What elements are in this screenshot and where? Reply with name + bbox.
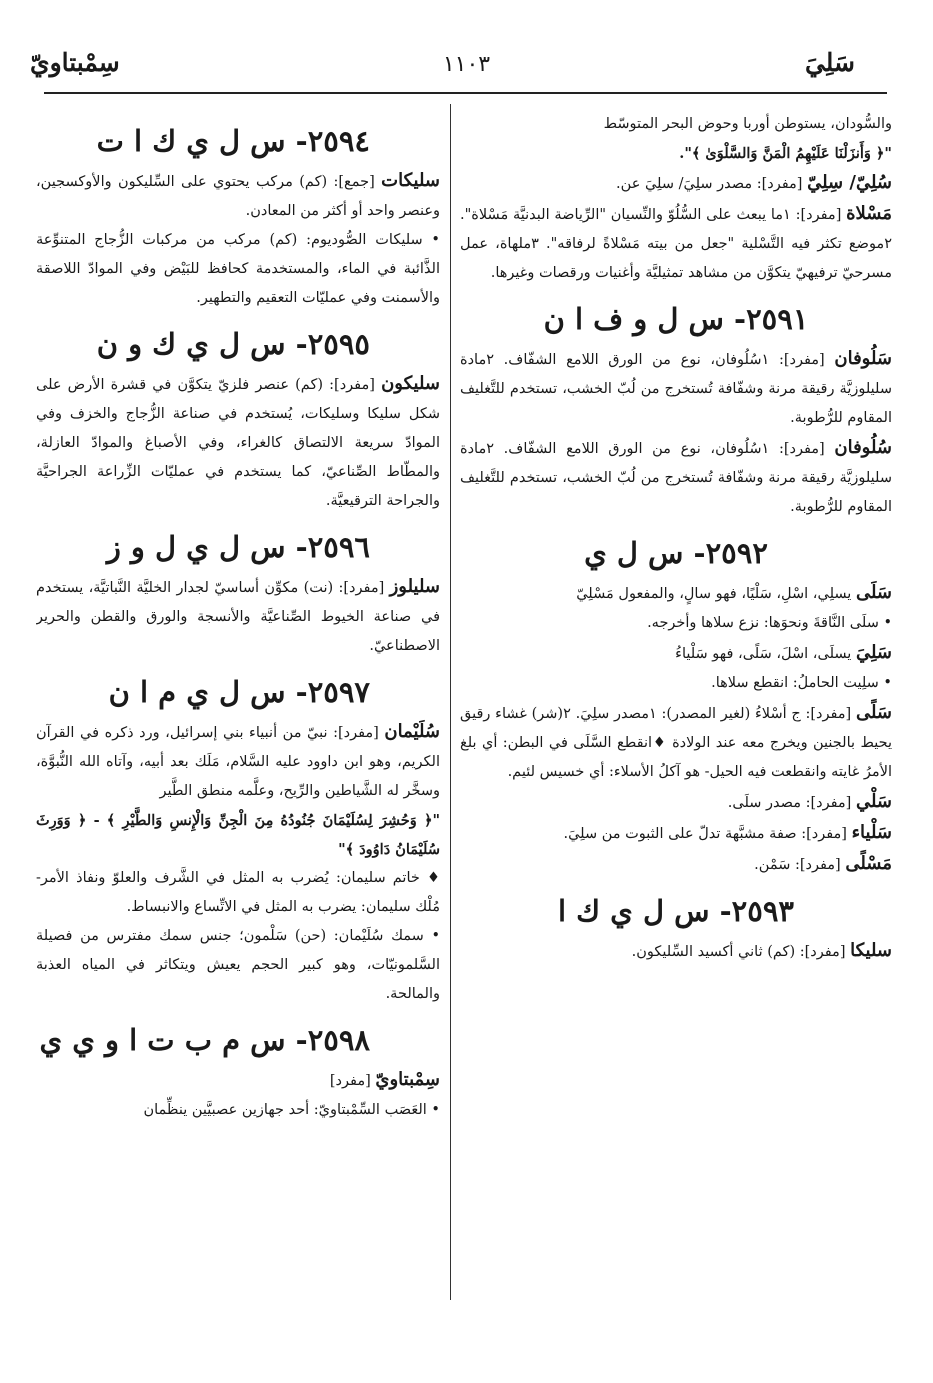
header-rule <box>44 92 887 94</box>
entry-headword: مَسْلًى <box>845 853 892 874</box>
entry-definition: [مفرد]: ١سُلُوفان، نوع من الورق اللامع الشفّاف. ٢مادة سليلوزيَّة رقيقة مرنة وشفّافة تُستخرج من لُبّ الخشب، تستخدم للتَّغليف المقاوم للرُّطوبة. <box>460 441 892 515</box>
root-heading: ٢٥٩٥- س ل ي ك و ن <box>96 327 370 361</box>
dictionary-entry <box>460 433 892 522</box>
dictionary-entry <box>460 818 892 849</box>
entry-definition: [مفرد]: سَمْن. <box>754 857 841 873</box>
entry-headword: سليلوز <box>389 576 440 597</box>
dictionary-entry <box>460 936 892 967</box>
dictionary-entry <box>36 369 440 516</box>
entry-definition: [مفرد] <box>329 1073 371 1089</box>
entry-headword: سَلُوفان <box>834 348 892 369</box>
entry-headword: سليكا <box>850 940 892 961</box>
running-head-right: سَلِيَ <box>804 48 855 77</box>
root-heading: ٢٥٩١- س ل و ف ا ن <box>543 302 809 336</box>
entry-definition: [مفرد]: (كم) ثاني أكسيد السِّليكون. <box>631 944 846 960</box>
root-heading: ٢٥٩٨- س م ب ت ا و ي ي <box>39 1023 370 1057</box>
entry-definition: [جمع]: (كم) مركب يحتوي على السِّليكون والأوكسجين، وعنصر واحد أو أكثر من المعادن. <box>36 174 440 219</box>
dictionary-entry <box>460 168 892 199</box>
entry-definition: [مفرد]: ١ما يبعث على السُّلُوّ والنِّسيان "الرِّياضة البدنيَّة مَسْلاة". ٢موضع تكثر فيه التَّسْلية "جعل من بيته مَسْلاةً لرفاقه". ٣ملهاة، عمل مسرحيّ ترفيهيّ يتكوَّن من مشاهد تمثيليَّة وأغنيات ورقصات وغيرها. <box>460 207 892 281</box>
entry-text: • سلَى النَّاقةَ ونحوَها: نزع سلاها وأخرجه. <box>647 615 892 631</box>
entry-headword: سِمْبتاويّ <box>375 1069 440 1090</box>
dictionary-entry <box>460 199 892 288</box>
page-number: ١١٠٣ <box>442 52 491 77</box>
entry-headword: سَلْياء <box>851 822 892 843</box>
entry-definition: يسلَى، اسْلَ، سَلًى، فهو سَلْياءُ <box>675 646 852 662</box>
entry-headword: سَلَى <box>855 582 892 603</box>
column-divider <box>450 104 451 1300</box>
dictionary-entry <box>36 572 440 661</box>
root-heading: ٢٥٩٣- س ل ي ك ا <box>558 894 794 928</box>
dictionary-entry <box>460 849 892 880</box>
entry-headword: سُلُوفان <box>834 437 892 458</box>
dictionary-entry <box>460 787 892 818</box>
entry-headword: سليكون <box>381 373 440 394</box>
entry-definition: [مفرد]: ١سُلُوفان، نوع من الورق اللامع الشفّاف. ٢مادة سليلوزيَّة رقيقة مرنة وشفّافة تُستخرج من لُبّ الخشب، تستخدم للتَّغليف المقاوم للرُّطوبة. <box>460 352 892 426</box>
entry-text: ♦ خاتم سليمان: يُضرب به المثل في الشَّرف والعلوّ ونفاذ الأمر- مُلْك سليمان: يضرب به المثل في الاتِّساع والانبساط. <box>36 870 440 915</box>
running-head-left: سِمْبتاويّ <box>30 48 120 77</box>
dictionary-entry <box>460 344 892 433</box>
entry-headword: سَلًى <box>855 702 892 723</box>
entry-definition: [مفرد]: نبيّ من أنبياء بني إسرائيل، ورد ذكره في القرآن الكريم، وهو ابن داوود عليه السَّلام، مَلَك بعد أبيه، وآتاه الله النُّبوَّة، وسخَّر له الشَّياطين والرِّيح، وعلَّمه منطق الطَّير <box>36 725 440 799</box>
entry-definition: [مفرد]: (كم) عنصر فلزيّ يتكوَّن في قشرة الأرض على شكل سليكا وسليكات، يُستخدم في صناعة الزُّجاج والخزف وفي الموادّ سريعة الالتصاق كالغراء، وفي الأصباغ والموادّ العازلة، والمطّاط الصِّناعيّ، كما يستخدم في عمليّات الزِّراعة الجراحيَّة والجراحة الترقيعيَّة. <box>36 377 440 509</box>
quran-quote: "﴿ وَحُشِرَ لِسُلَيْمَانَ جُنُودُهُ مِنَ الْجِنِّ وَالْإِنسِ وَالطَّيْرِ ﴾ - ﴿ وَوَرِثَ سُلَيْمَانُ دَاوُودَ ﴾" <box>36 812 440 858</box>
entry-headword: سليكات <box>381 170 440 191</box>
root-heading: ٢٥٩٤- س ل ي ك ا ت <box>96 124 370 158</box>
dictionary-entry <box>36 717 440 806</box>
entry-headword: سَلِيَ <box>855 642 892 663</box>
entry-text: • سلِيت الحاملُ: انقطع سلاها. <box>711 675 892 691</box>
entry-text: • العَصَب السِّمْبتاويّ: أحد جهازين عصبيَّين ينظِّمان <box>143 1102 440 1118</box>
entry-definition: [مفرد]: ج أسْلاءُ (لغير المصدر): ١مصدر سلِيَ. ٢(شر) غشاء رقيق يحيط بالجنين ويخرج معه عند الولادة ♦انقطع السَّلَى في البطن: أي بلغ الأمرُ غايته وانقطعت فيه الحيل- هو آكلُ الأسلاء: أي خسيس لئيم. <box>460 706 892 780</box>
dictionary-entry <box>36 1065 440 1096</box>
entry-text: • سليكات الصُّوديوم: (كم) مركب من مركبات الزُّجاج المتنوِّعة الذَّائبة في الماء، والمستخدمة كحافظ للبَيْض وفي الموادّ اللاصقة والأسمنت وفي عمليّات التعقيم والتطهير. <box>36 232 440 306</box>
root-heading: ٢٥٩٢- س ل ي <box>584 536 768 570</box>
entry-definition: [مفرد]: مصدر سلَى. <box>727 795 852 811</box>
dictionary-entry <box>460 698 892 787</box>
entry-definition: يسلِي، اسْلِ، سَلْيًا، فهو سالٍ، والمفعول مَسْلِيّ <box>576 586 852 602</box>
entry-headword: سَلْي <box>855 791 892 812</box>
entry-definition: [مفرد]: صفة مشبَّهة تدلّ على الثبوت من سلِيَ. <box>563 826 847 842</box>
entry-text: والسُّودان، يستوطن أوربا وحوض البحر المتوسّط <box>603 116 892 132</box>
entry-text: • سمك سُلَيْمان: (حن) سَلْمون؛ جنس سمك مفترس من فصيلة السَّلمونيّات، وهو كبير الحجم يعيش ويتكاثر في المياه العذبة والمالحة. <box>36 928 440 1002</box>
entry-definition: [مفرد]: (نت) مكوِّن أساسيّ لجدار الخليَّة النَّباتيَّة، يستخدم في صناعة الخيوط الصِّناعيَّة والأنسجة والورق والقطن والحرير الاصطناعيّ. <box>36 580 440 654</box>
root-heading: ٢٥٩٧- س ل ي م ا ن <box>108 675 370 709</box>
left-column <box>36 110 440 1300</box>
root-heading: ٢٥٩٦- س ل ي ل و ز <box>106 530 370 564</box>
right-column <box>460 110 892 1300</box>
dictionary-entry <box>460 638 892 669</box>
entry-headword: مَسْلاة <box>846 203 892 224</box>
dictionary-entry <box>460 578 892 609</box>
quran-quote: "﴿ وَأَنزَلْنَا عَلَيْهِمُ الْمَنَّ وَالسَّلْوَىٰ ﴾". <box>679 145 892 162</box>
entry-headword: سُلَيْمان <box>384 721 440 742</box>
entry-definition: [مفرد]: مصدر سلِيَ/ سلِيَ عن. <box>616 176 803 192</box>
dictionary-entry <box>36 166 440 226</box>
entry-headword: سُلِيّ/ سِلِيّ <box>807 172 892 193</box>
